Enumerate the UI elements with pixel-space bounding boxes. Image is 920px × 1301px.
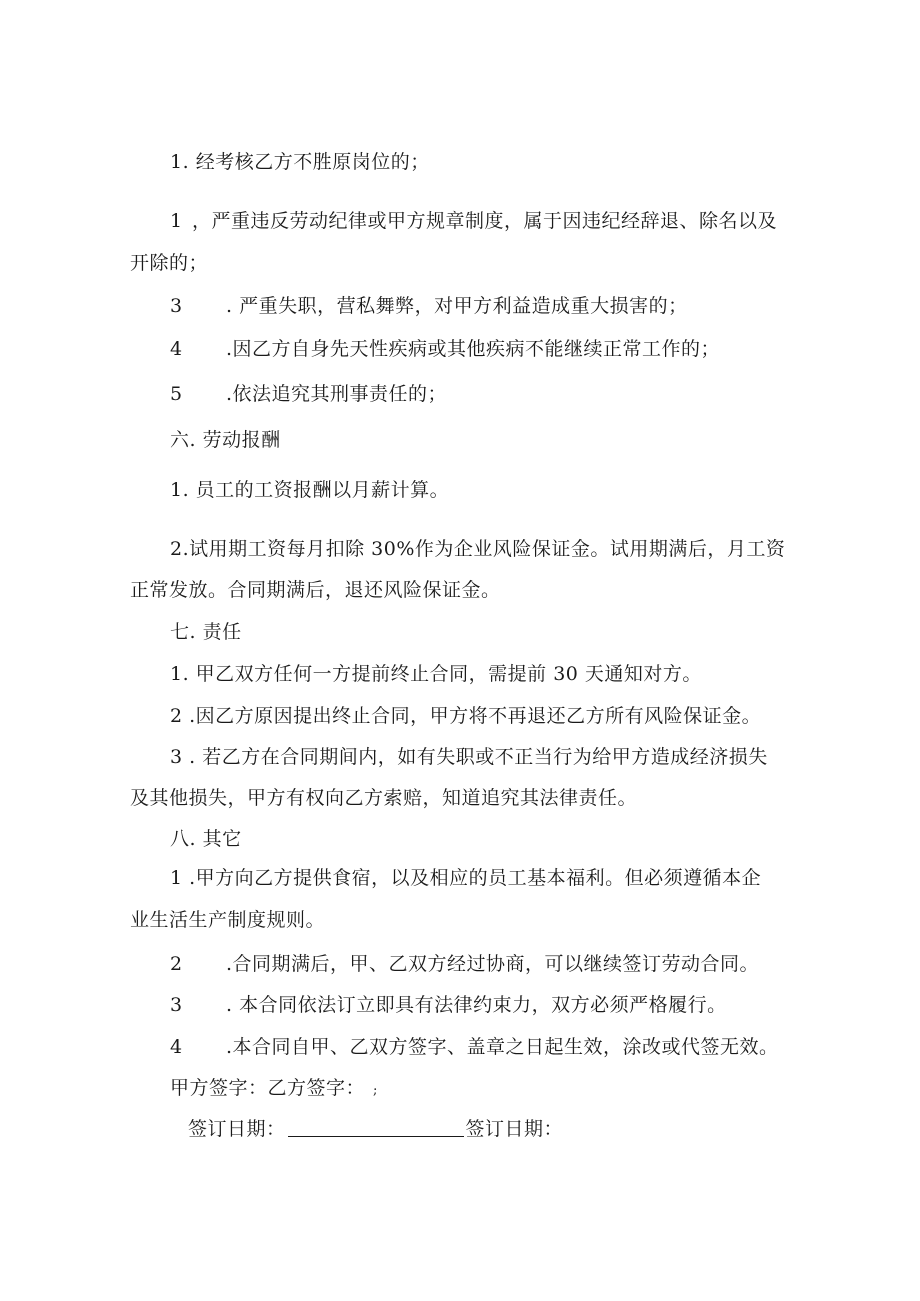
- clause-item: [170, 993, 727, 1017]
- clause-item: [170, 294, 688, 318]
- clause-text: 2.试用期工资每月扣除 30%作为企业风险保证金。试用期满后，月工资: [170, 538, 786, 560]
- clause-continuation: 开除的；: [130, 252, 209, 274]
- clause-number: 1: [170, 210, 183, 232]
- clause-number: 3: [170, 295, 183, 317]
- clause-continuation: 业生活生产制度规则。: [130, 909, 326, 931]
- clause-item: [170, 704, 761, 728]
- clause-text: .合同期满后，甲、乙双方经过协商，可以继续签订劳动合同。: [226, 953, 760, 975]
- signature-line: [170, 1076, 378, 1103]
- signature-mark: ;: [373, 1083, 378, 1098]
- clause-item: [170, 337, 720, 361]
- clause-text: 1 .甲方向乙方提供食宿，以及相应的员工基本福利。但必须遵循本企: [170, 867, 762, 889]
- clause-text: 3 . 若乙方在合同期间内，如有失职或不正当行为给甲方造成经济损失: [170, 746, 768, 768]
- clause-text: 1. 甲乙双方任何一方提前终止合同，需提前 30 天通知对方。: [170, 663, 702, 685]
- clause-continuation: 正常发放。合同期满后，退还风险保证金。: [130, 579, 501, 601]
- clause-item: [170, 150, 430, 174]
- section-heading: 六. 劳动报酬: [170, 429, 281, 451]
- clause-text: .依法追究其刑事责任的；: [226, 383, 448, 405]
- signing-date-line: [188, 1117, 563, 1141]
- clause-text: .本合同自甲、乙双方签字、盖章之日起生效，涂改或代签无效。: [226, 1036, 779, 1058]
- signature-labels: 甲方签字：乙方签字：: [170, 1077, 366, 1099]
- clause-text: 2 .因乙方原因提出终止合同，甲方将不再退还乙方所有风险保证金。: [170, 705, 762, 727]
- section-heading: 七. 责任: [170, 621, 242, 643]
- section-heading: 八. 其它: [170, 828, 242, 850]
- signing-date-label-b: 签订日期：: [465, 1118, 564, 1140]
- signing-date-label-a: 签订日期：: [188, 1118, 286, 1140]
- clause-number: 3: [170, 994, 183, 1016]
- clause-number: 4: [170, 1036, 183, 1058]
- clause-number: 1.: [170, 151, 190, 173]
- clause-item: [170, 382, 447, 406]
- clause-item: [170, 478, 449, 502]
- clause-text: .因乙方自身先天性疾病或其他疾病不能继续正常工作的；: [226, 338, 721, 360]
- clause-continuation: 及其他损失，甲方有权向乙方索赔，知道追究其法律责任。: [130, 787, 638, 809]
- clause-item: [170, 662, 702, 686]
- clause-item: [170, 537, 785, 561]
- clause-item: [170, 1035, 779, 1059]
- clause-number: 4: [170, 338, 183, 360]
- clause-text: 经考核乙方不胜原岗位的；: [195, 151, 430, 173]
- clause-item: [170, 745, 768, 769]
- signing-date-blank[interactable]: [288, 1118, 464, 1137]
- clause-number: 2: [170, 953, 183, 975]
- clause-text: . 严重失职，营私舞弊，对甲方利益造成重大损害的；: [226, 295, 688, 317]
- clause-text: . 本合同依法订立即具有法律约束力，双方必须严格履行。: [226, 994, 727, 1016]
- clause-number: 5: [170, 383, 183, 405]
- clause-item: [170, 866, 761, 890]
- clause-text: ，严重违反劳动纪律或甲方规章制度，属于因违纪经辞退、除名以及: [192, 210, 778, 232]
- clause-item: [170, 952, 759, 976]
- clause-text: 1. 员工的工资报酬以月薪计算。: [170, 479, 450, 501]
- clause-item: [170, 209, 777, 233]
